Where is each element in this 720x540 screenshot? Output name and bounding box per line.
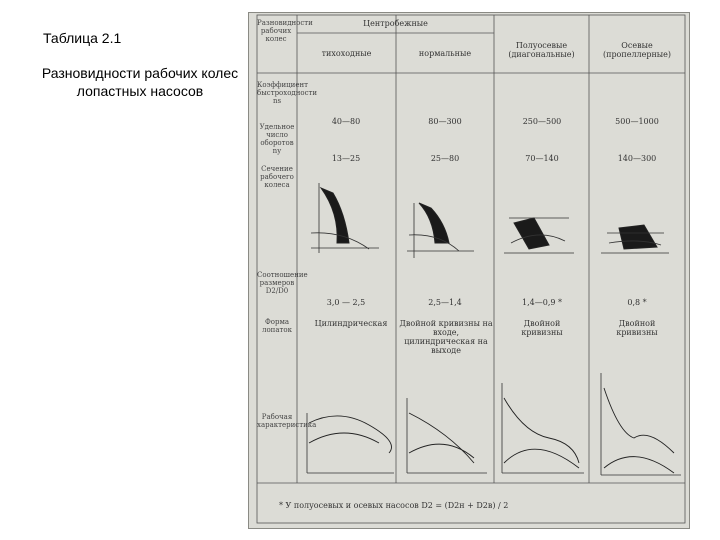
ratio-value-4: 0,8 * (627, 298, 647, 307)
scanned-table-image (248, 12, 690, 529)
slide-subtitle: Разновидности рабочих колес лопастных насосов (41, 65, 239, 99)
shape-value-3: Двойной кривизны (521, 319, 563, 337)
row-label-ratio: Соотношение размеров D2/D0 (257, 271, 308, 295)
row-label-n: Удельное число оборотов nу (259, 123, 295, 155)
row-label-shape: Форма лопаток (262, 318, 292, 334)
ns-value-2: 80—300 (428, 117, 462, 126)
row-label-ns: Коэффициент быстроходности ns (257, 81, 318, 105)
column-header-3: Полуосевые (диагональные) (508, 41, 575, 59)
ns-value-4: 500—1000 (615, 117, 659, 126)
n-value-1: 13—25 (331, 154, 361, 163)
shape-value-2: Двойной кривизны на входе, цилиндрическая на выходе (399, 319, 493, 355)
n-value-2: 25—80 (430, 154, 460, 163)
shape-value-1: Цилиндрическая (314, 319, 388, 328)
column-header-2: нормальные (418, 49, 472, 58)
ratio-value-2: 2,5—1,4 (428, 298, 462, 307)
table-footnote: * У полуосевых и осевых насосов D2 = (D2н + D2в) / 2 (279, 501, 509, 510)
row-label-characteristic: Рабочая характеристика (257, 413, 317, 429)
row-label-section: Сечение рабочего колеса (260, 165, 294, 189)
ratio-value-1: 3,0 — 2,5 (326, 298, 366, 307)
ns-value-3: 250—500 (522, 117, 562, 126)
ns-value-1: 40—80 (331, 117, 361, 126)
column-header-1: тихоходные (321, 49, 372, 58)
n-value-4: 140—300 (617, 154, 657, 163)
slide-title: Таблица 2.1 (43, 30, 122, 46)
ratio-value-3: 1,4—0,9 * (522, 298, 562, 307)
column-header-4: Осевые (пропеллерные) (602, 41, 672, 59)
corner-header: Разновидности рабочих колес (257, 19, 313, 43)
shape-value-4: Двойной кривизны (616, 319, 658, 337)
n-value-3: 70—140 (525, 154, 559, 163)
group-header: Центробежные (363, 19, 428, 28)
